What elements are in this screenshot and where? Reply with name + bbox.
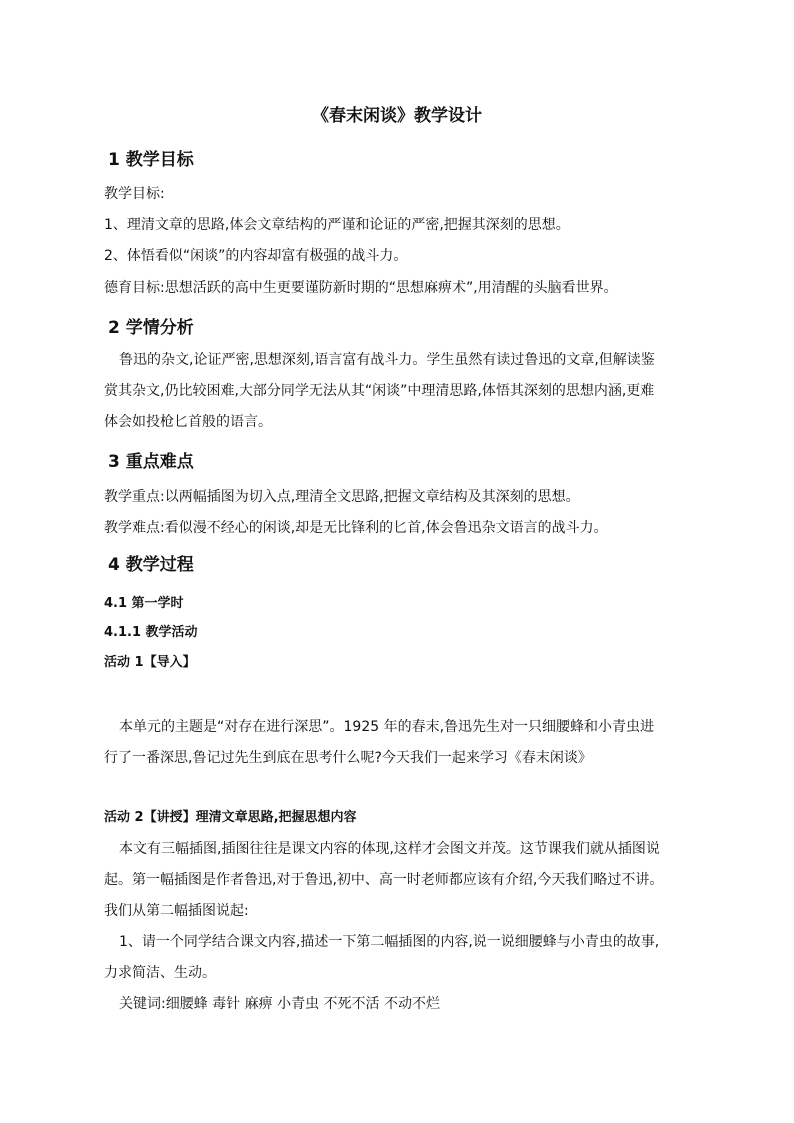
analysis-line-2: 赏其杂文,仍比较困难,大部分同学无法从其“闲谈”中理清思路,体悟其深刻的思想内涵,更难 <box>104 383 655 399</box>
objectives-line-3: 2、体悟看似“闲谈”的内容却富有极强的战斗力。 <box>104 248 408 264</box>
heading-keypoints: 3 重点难点 <box>108 452 194 472</box>
document-title: 《春末闲谈》教学设计 <box>312 106 482 126</box>
activity-2-line-4: 1、请一个同学结合课文内容,描述一下第二幅插图的内容,说一说细腰蜂与小青虫的故事, <box>119 934 660 950</box>
subheading-teaching-activities: 4.1.1 教学活动 <box>104 625 198 640</box>
analysis-line-1: 鲁迅的杂文,论证严密,思想深刻,语言富有战斗力。学生虽然有读过鲁迅的文章,但解读鉴 <box>119 352 655 368</box>
activity-2-paragraph <box>104 834 694 1020</box>
activity-1-paragraph <box>104 712 694 774</box>
activity-2-line-5: 力求简洁、生动。 <box>104 965 216 981</box>
activity-1-line-2: 行了一番深思,鲁记过先生到底在思考什么呢?今天我们一起来学习《春末闲谈》 <box>104 750 592 766</box>
heading-objectives: 1 教学目标 <box>108 150 194 170</box>
objectives-line-2: 1、理清文章的思路,体会文章结构的严谨和论证的严密,把握其深刻的思想。 <box>104 217 570 233</box>
keypoints-line-2: 教学难点:看似漫不经心的闲谈,却是无比锋利的匕首,体会鲁迅杂文语言的战斗力。 <box>104 520 608 536</box>
activity-2-line-6: 关键词:细腰蜂 毒针 麻痹 小青虫 不死不活 不动不烂 <box>119 996 440 1012</box>
activity-2-line-2: 起。第一幅插图是作者鲁迅,对于鲁迅,初中、高一时老师都应该有介绍,今天我们略过不讲。 <box>104 872 664 888</box>
activity-1-label: 活动 1【导入】 <box>104 655 196 670</box>
activity-2-line-1: 本文有三幅插图,插图往往是课文内容的体现,这样才会图文并茂。这节课我们就从插图说 <box>119 841 660 857</box>
analysis-line-3: 体会如投枪匕首般的语言。 <box>104 414 272 430</box>
heading-analysis: 2 学情分析 <box>108 318 194 338</box>
activity-2-label: 活动 2【讲授】理清文章思路,把握思想内容 <box>104 810 357 825</box>
analysis-paragraph <box>104 345 694 438</box>
activity-1-line-1: 本单元的主题是“对存在进行深思”。1925 年的春末,鲁迅先生对一只细腰蜂和小青虫进 <box>119 719 655 735</box>
subheading-first-period: 4.1 第一学时 <box>104 596 184 611</box>
activity-2-line-3: 我们从第二幅插图说起: <box>104 903 249 919</box>
objectives-line-1: 教学目标: <box>104 186 165 202</box>
keypoints-line-1: 教学重点:以两幅插图为切入点,理清全文思路,把握文章结构及其深刻的思想。 <box>104 489 580 505</box>
heading-process: 4 教学过程 <box>108 555 194 575</box>
objectives-line-4: 德育目标:思想活跃的高中生更要谨防新时期的“思想麻痹术”,用清醒的头脑看世界。 <box>104 280 618 296</box>
